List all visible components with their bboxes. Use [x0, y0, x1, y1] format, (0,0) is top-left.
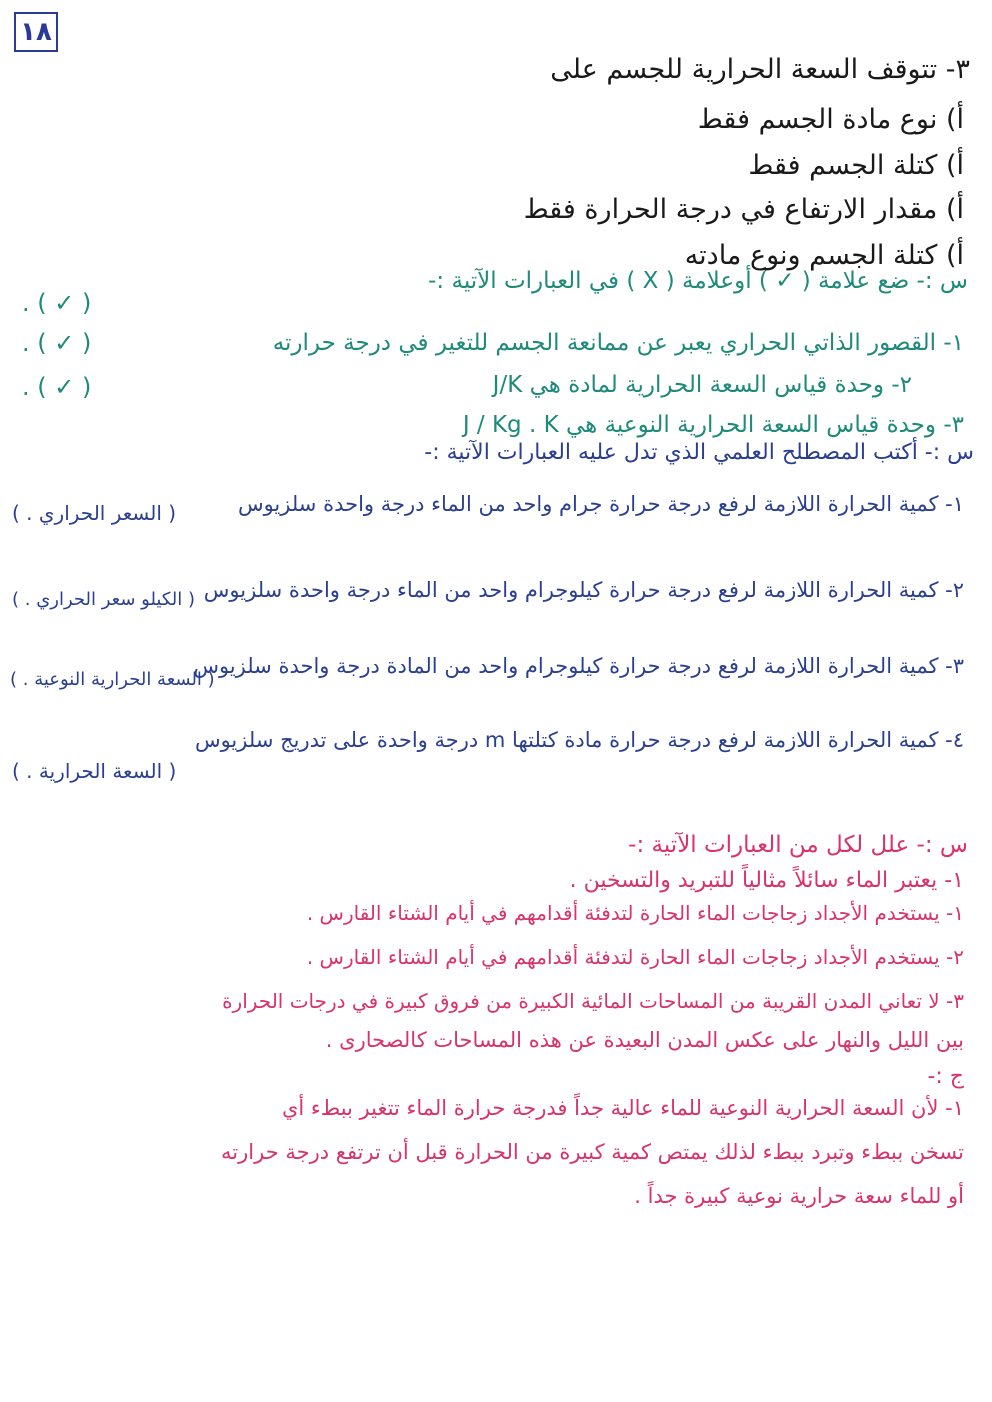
- tf-item-2: ٢- وحدة قياس السعة الحرارية لمادة هي J/K: [492, 372, 912, 398]
- term-item-2: ٢- كمية الحرارة اللازمة لرفع درجة حرارة كيلوجرام واحد من الماء درجة واحدة سلزيوس: [203, 578, 964, 602]
- mcq-question: ٣- تتوقف السعة الحرارية للجسم على: [550, 54, 970, 85]
- tf-mark-2: ( ✓ ) .: [22, 329, 92, 357]
- page-number: ١٨: [20, 17, 52, 47]
- reason-item-3-cont: بين الليل والنهار على عكس المدن البعيدة عن هذه المساحات كالصحارى .: [325, 1028, 964, 1052]
- term-answer-3: ( السعة الحرارية النوعية . ): [10, 669, 215, 690]
- tf-mark-1: ( ✓ ) .: [22, 289, 92, 317]
- term-item-1: ١- كمية الحرارة اللازمة لرفع درجة حرارة جرام واحد من الماء درجة واحدة سلزيوس: [237, 492, 964, 516]
- reason-item-1b: ١- يستخدم الأجداد زجاجات الماء الحارة لتدفئة أقدامهم في أيام الشتاء القارس .: [306, 901, 964, 925]
- term-item-3: ٣- كمية الحرارة اللازمة لرفع درجة حرارة كيلوجرام واحد من المادة درجة واحدة سلزيوس: [193, 654, 964, 678]
- tf-item-1: ١- القصور الذاتي الحراري يعبر عن ممانعة الجسم للتغير في درجة حرارته: [272, 330, 964, 356]
- reason-item-1: ١- يعتبر الماء سائلاً مثالياً للتبريد والتسخين .: [569, 868, 964, 893]
- terms-heading: س :- أكتب المصطلح العلمي الذي تدل عليه العبارات الآتية :-: [424, 440, 974, 465]
- answer-line-1: ١- لأن السعة الحرارية النوعية للماء عالية جداً فدرجة حرارة الماء تتغير ببطء أي: [281, 1096, 964, 1120]
- mcq-option-3: أ) مقدار الارتفاع في درجة الحرارة فقط: [523, 194, 964, 225]
- term-item-4: ٤- كمية الحرارة اللازمة لرفع درجة حرارة مادة كتلتها m درجة واحدة على تدريج سلزيوس: [194, 728, 964, 752]
- true-false-heading: س :- ضع علامة ( ✓ ) أوعلامة ( X ) في العبارات الآتية :-: [428, 268, 968, 294]
- mcq-option-4: أ) كتلة الجسم ونوع مادته: [684, 240, 964, 271]
- answer-line-3: أو للماء سعة حرارية نوعية كبيرة جداً .: [634, 1184, 964, 1208]
- tf-mark-3: ( ✓ ) .: [22, 373, 92, 401]
- reason-item-3: ٣- لا تعاني المدن القريبة من المساحات المائية الكبيرة من فروق كبيرة في درجات الحرارة: [222, 989, 964, 1013]
- term-answer-4: ( السعة الحرارية . ): [12, 759, 177, 783]
- mcq-option-1: أ) نوع مادة الجسم فقط: [697, 104, 964, 135]
- page-number-box: [14, 12, 58, 52]
- term-answer-2: ( الكيلو سعر الحراري . ): [12, 589, 196, 610]
- answer-label: ج :-: [927, 1064, 964, 1089]
- answer-line-2: تسخن ببطء وتبرد ببطء لذلك يمتص كمية كبيرة من الحرارة قبل أن ترتفع درجة حرارته: [221, 1140, 964, 1164]
- tf-item-3: ٣- وحدة قياس السعة الحرارية النوعية هي J / Kg . K: [462, 412, 964, 438]
- reasons-heading: س :- علل لكل من العبارات الآتية :-: [628, 832, 968, 858]
- reason-item-2: ٢- يستخدم الأجداد زجاجات الماء الحارة لتدفئة أقدامهم في أيام الشتاء القارس .: [306, 945, 964, 969]
- mcq-option-2: أ) كتلة الجسم فقط: [748, 150, 964, 181]
- term-answer-1: ( السعر الحراري . ): [12, 501, 177, 525]
